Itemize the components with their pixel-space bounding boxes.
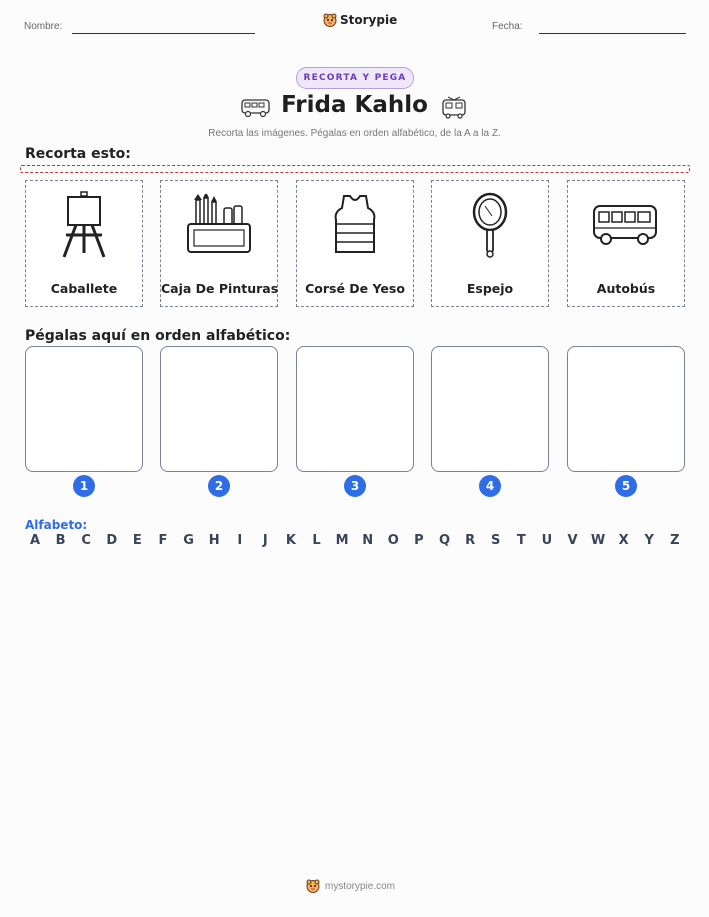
alphabet-letter: V — [567, 533, 578, 548]
activity-badge: RECORTA Y PEGA — [296, 67, 414, 89]
alphabet-letter: I — [237, 533, 243, 548]
alphabet-letter: O — [387, 533, 399, 548]
footer-site-link[interactable]: mystorypie.com — [325, 880, 396, 892]
paste-box-3[interactable] — [296, 346, 414, 472]
paint-box-icon — [184, 194, 254, 256]
alphabet-letter: E — [132, 533, 142, 548]
easel-icon — [56, 191, 112, 259]
cut-line — [20, 165, 690, 173]
number-badge: 5 — [615, 475, 637, 497]
alphabet-letter: N — [362, 533, 374, 548]
paste-box-4[interactable] — [431, 346, 549, 472]
storypie-mascot-icon — [323, 13, 337, 27]
alphabet-letter: L — [312, 533, 321, 548]
alphabet-row — [25, 533, 685, 548]
alphabet-letter: S — [491, 533, 501, 548]
number-badge: 4 — [479, 475, 501, 497]
card-label: Caja De Pinturas — [161, 281, 279, 296]
page-title: Frida Kahlo — [281, 92, 428, 118]
instructions: Recorta las imágenes. Pégalas en orden alfabético, de la A a la Z. — [208, 128, 501, 139]
alphabet-letter: G — [183, 533, 194, 548]
storypie-mascot-icon — [306, 879, 320, 893]
alphabet-letter: M — [335, 533, 349, 548]
alphabet-letter: F — [158, 533, 168, 548]
alphabet-letter: X — [618, 533, 629, 548]
alphabet-letter: Q — [438, 533, 451, 548]
number-badge: 3 — [344, 475, 366, 497]
alphabet-letter: T — [516, 533, 526, 548]
storypie-logo — [323, 13, 397, 27]
alphabet-letter: Z — [670, 533, 680, 548]
brand-name: Storypie — [340, 13, 398, 27]
alphabet-letter: A — [29, 533, 41, 548]
hand-mirror-icon — [470, 192, 510, 258]
alphabet-letter: R — [465, 533, 476, 548]
paste-box-2[interactable] — [160, 346, 278, 472]
card-label: Corsé De Yeso — [305, 281, 405, 296]
alphabet-letter: P — [414, 533, 424, 548]
alphabet-letter: W — [590, 533, 606, 548]
paste-section-label: Pégalas aquí en orden alfabético: — [25, 328, 291, 344]
alphabet-letter: J — [262, 533, 268, 548]
alphabet-letter: H — [208, 533, 220, 548]
number-badge: 2 — [208, 475, 230, 497]
cut-card-mirror[interactable] — [431, 180, 549, 307]
cut-card-corset[interactable] — [296, 180, 414, 307]
cut-card-easel[interactable] — [25, 180, 143, 307]
card-label: Autobús — [596, 281, 656, 296]
name-line[interactable] — [72, 33, 255, 34]
bus-icon — [591, 200, 661, 250]
cut-card-paint-box[interactable] — [160, 180, 278, 307]
alphabet-letter: C — [81, 533, 91, 548]
card-label: Espejo — [466, 281, 514, 296]
name-label: Nombre: — [24, 21, 63, 32]
card-label: Caballete — [50, 281, 118, 296]
number-badge: 1 — [73, 475, 95, 497]
alphabet-letter: D — [106, 533, 118, 548]
alphabet-title: Alfabeto: — [25, 518, 88, 532]
date-label: Fecha: — [492, 21, 523, 32]
tram-deco-icon — [438, 96, 470, 120]
cut-card-bus[interactable] — [567, 180, 685, 307]
footer — [306, 879, 395, 893]
date-line[interactable] — [539, 33, 686, 34]
paste-box-1[interactable] — [25, 346, 143, 472]
cut-section-label: Recorta esto: — [25, 146, 131, 162]
alphabet-letter: U — [541, 533, 553, 548]
paste-box-5[interactable] — [567, 346, 685, 472]
plaster-corset-icon — [330, 194, 380, 256]
alphabet-letter: K — [285, 533, 296, 548]
alphabet-letter: Y — [644, 533, 654, 548]
alphabet-letter: B — [55, 533, 66, 548]
